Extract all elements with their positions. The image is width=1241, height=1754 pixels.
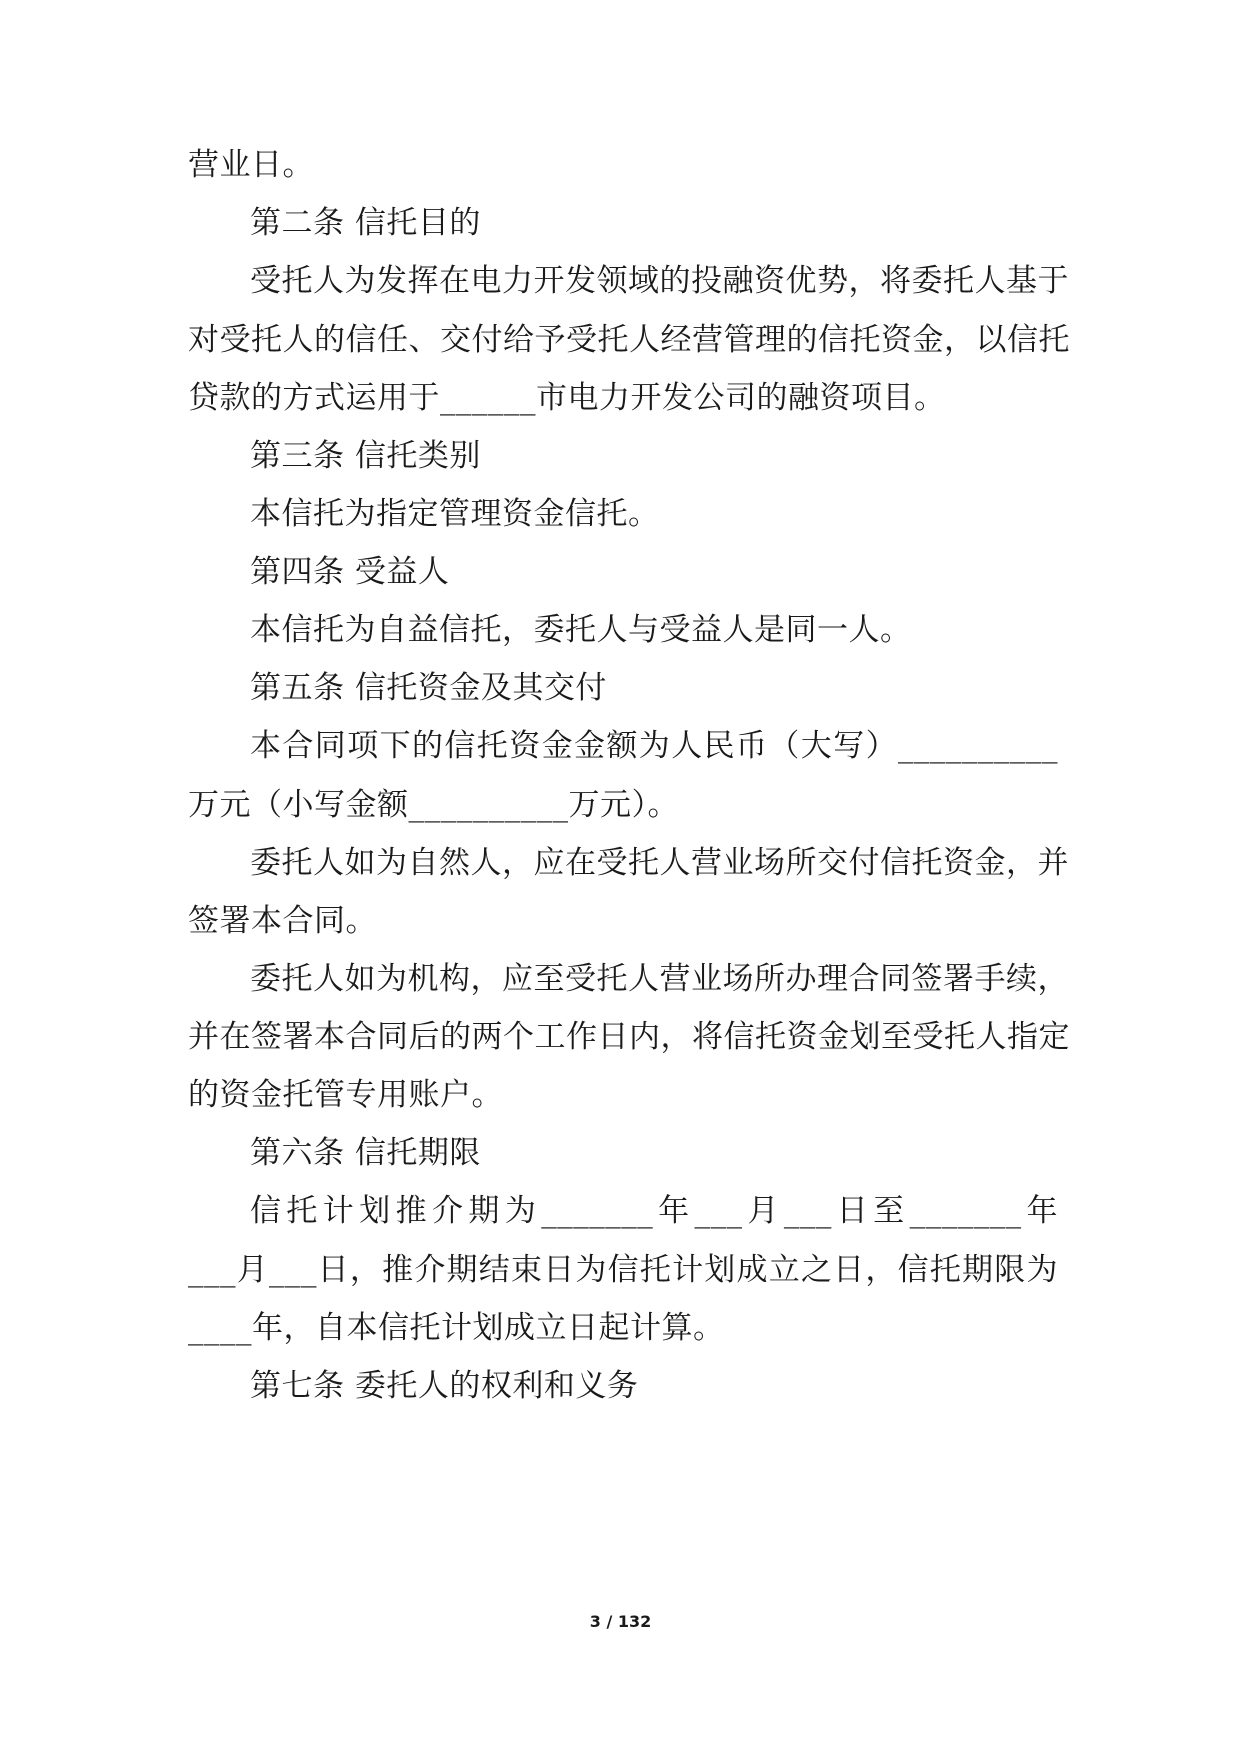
text-line: 对受托人的信任、交付给予受托人经营管理的信托资金，以信托 [188,322,1070,358]
text-line: 信托计划推介期为_______年___月___日至_______年 [250,1193,1058,1229]
text-line: 签署本合同。 [188,903,377,939]
text-line: 本信托为指定管理资金信托。 [250,496,660,532]
article-heading: 第七条 委托人的权利和义务 [250,1368,639,1404]
article-heading: 第二条 信托目的 [250,205,481,241]
text-line: 万元（小写金额__________万元）。 [188,787,679,823]
page-number: 3 / 132 [589,1612,652,1631]
text-line: 的资金托管专用账户。 [188,1077,503,1113]
text-line: 本合同项下的信托资金金额为人民币（大写）__________ [250,728,1058,764]
article-heading: 第五条 信托资金及其交付 [250,670,607,706]
text-line: 受托人为发挥在电力开发领域的投融资优势，将委托人基于 [250,263,1069,299]
article-heading: 第三条 信托类别 [250,438,481,474]
text-line: 委托人如为自然人，应在受托人营业场所交付信托资金，并 [250,845,1069,881]
article-heading: 第六条 信托期限 [250,1135,481,1171]
text-line: ____年，自本信托计划成立日起计算。 [188,1310,725,1346]
text-line: 并在签署本合同后的两个工作日内，将信托资金划至受托人指定 [188,1019,1070,1055]
text-line: 贷款的方式运用于______市电力开发公司的融资项目。 [188,380,946,416]
text-line: 委托人如为机构，应至受托人营业场所办理合同签署手续， [250,961,1069,997]
text-line: 本信托为自益信托，委托人与受益人是同一人。 [250,612,912,648]
article-heading: 第四条 受益人 [250,554,450,590]
text-line: ___月___日，推介期结束日为信托计划成立之日，信托期限为 [188,1252,1058,1288]
text-line: 营业日。 [188,147,314,183]
